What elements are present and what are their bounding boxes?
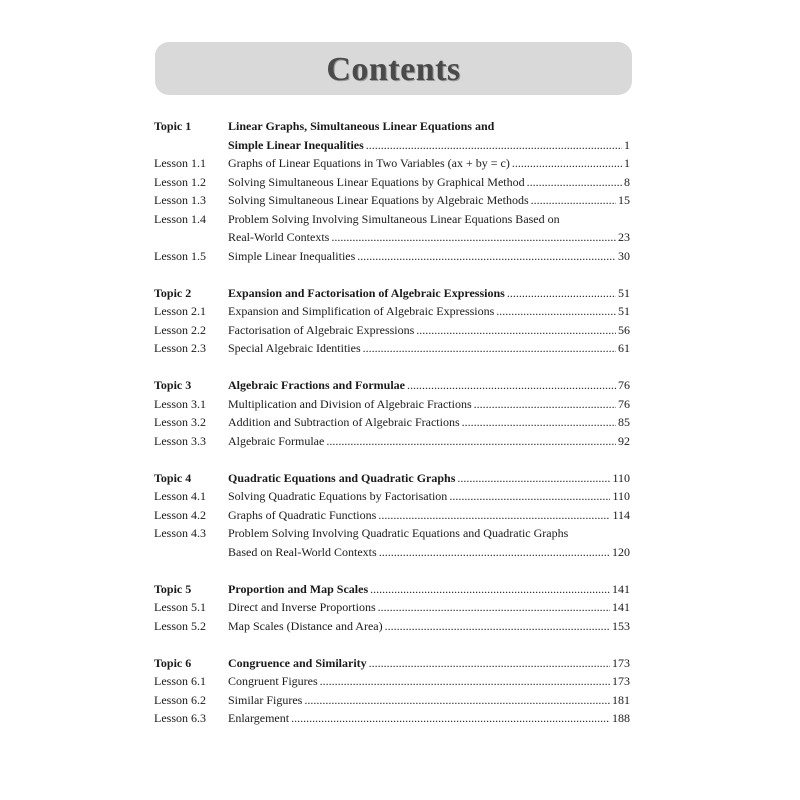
page-number: 173: [612, 655, 630, 670]
lesson-title: Enlargement: [228, 711, 290, 725]
topic-label: Topic 4: [154, 470, 192, 485]
lesson-6-3[interactable]: [154, 709, 630, 728]
topic-6-group: [154, 654, 630, 728]
topic-4-group: [154, 469, 630, 562]
topic-title: Linear Graphs, Simultaneous Linear Equations and: [228, 119, 495, 133]
page-number: 114: [612, 507, 630, 522]
page-number: 110: [612, 489, 630, 503]
lesson-4-1[interactable]: [154, 487, 630, 506]
lesson-label: Lesson 4.2: [154, 507, 206, 522]
lesson-3-1[interactable]: [154, 395, 630, 414]
dot-leader: [449, 487, 610, 506]
topic-label: Topic 6: [154, 655, 192, 670]
topic-title: Simple Linear Inequalities: [228, 137, 364, 152]
dot-leader: [527, 173, 622, 192]
lesson-title: Problem Solving Involving Quadratic Equations and Quadratic Graphs: [228, 526, 569, 540]
lesson-label: Lesson 1.3: [154, 193, 206, 207]
lesson-label: Lesson 2.2: [154, 322, 206, 337]
dot-leader: [462, 413, 616, 432]
dot-leader: [370, 580, 610, 599]
lesson-title: Map Scales (Distance and Area): [228, 618, 383, 633]
lesson-label: Lesson 5.2: [154, 618, 206, 633]
lesson-5-1[interactable]: [154, 598, 630, 617]
topic-3-heading[interactable]: [154, 376, 630, 395]
contents-header: [155, 42, 632, 95]
lesson-label: Lesson 3.3: [154, 433, 206, 448]
lesson-1-4-cont[interactable]: [154, 228, 630, 247]
lesson-label: Lesson 2.3: [154, 341, 206, 355]
page-number: 141: [612, 600, 630, 614]
topic-3-group: [154, 376, 630, 450]
lesson-label: Lesson 6.1: [154, 674, 206, 688]
page-number: 92: [618, 433, 630, 448]
page-number: 181: [612, 692, 630, 707]
page-number: 15: [618, 193, 630, 207]
topic-2-group: [154, 284, 630, 358]
dot-leader: [407, 376, 616, 395]
lesson-2-1[interactable]: [154, 302, 630, 321]
lesson-title: Algebraic Formulae: [228, 433, 325, 448]
page-number: 51: [618, 304, 630, 318]
dot-leader: [363, 339, 616, 358]
lesson-4-3-cont[interactable]: [154, 543, 630, 562]
lesson-title: Simple Linear Inequalities: [228, 248, 356, 263]
page-number: 61: [618, 341, 630, 355]
page-number: 188: [612, 711, 630, 725]
dot-leader: [369, 654, 610, 673]
lesson-title: Solving Simultaneous Linear Equations by Graphical Method: [228, 174, 525, 189]
topic-title: Quadratic Equations and Quadratic Graphs: [228, 470, 456, 485]
dot-leader: [320, 672, 610, 691]
dot-leader: [512, 154, 622, 173]
dot-leader: [357, 247, 616, 266]
dot-leader: [385, 617, 610, 636]
topic-5-heading[interactable]: [154, 580, 630, 599]
lesson-title: Addition and Subtraction of Algebraic Fractions: [228, 415, 460, 429]
dot-leader: [378, 506, 610, 525]
topic-1-group: [154, 117, 630, 265]
lesson-label: Lesson 6.2: [154, 692, 206, 707]
page-number: 153: [612, 618, 630, 633]
dot-leader: [531, 191, 616, 210]
lesson-title: Similar Figures: [228, 692, 303, 707]
page-title: Contents: [326, 51, 461, 88]
page-number: 1: [624, 156, 630, 170]
lesson-label: Lesson 6.3: [154, 711, 206, 725]
topic-5-group: [154, 580, 630, 636]
lesson-label: Lesson 1.4: [154, 211, 206, 226]
lesson-3-3[interactable]: [154, 432, 630, 451]
topic-label: Topic 1: [154, 119, 192, 133]
topic-title: Proportion and Map Scales: [228, 581, 369, 596]
page-number: 51: [618, 285, 630, 300]
dot-leader: [291, 709, 610, 728]
lesson-1-4[interactable]: [154, 210, 630, 229]
dot-leader: [331, 228, 616, 247]
dot-leader: [416, 321, 616, 340]
lesson-title: Solving Simultaneous Linear Equations by Algebraic Methods: [228, 193, 529, 207]
dot-leader: [379, 543, 610, 562]
page-number: 76: [618, 396, 630, 411]
lesson-title: Multiplication and Division of Algebraic Fractions: [228, 396, 472, 411]
lesson-4-2[interactable]: [154, 506, 630, 525]
lesson-label: Lesson 1.1: [154, 156, 206, 170]
dot-leader: [326, 432, 616, 451]
topic-title: Congruence and Similarity: [228, 655, 367, 670]
dot-leader: [366, 136, 622, 155]
lesson-2-2[interactable]: [154, 321, 630, 340]
lesson-label: Lesson 1.2: [154, 174, 206, 189]
lesson-2-3[interactable]: [154, 339, 630, 358]
dot-leader: [507, 284, 616, 303]
topic-title: Expansion and Factorisation of Algebraic Expressions: [228, 285, 505, 300]
lesson-title: Real-World Contexts: [228, 230, 330, 244]
dot-leader: [496, 302, 616, 321]
lesson-title: Congruent Figures: [228, 674, 318, 688]
topic-2-heading[interactable]: [154, 284, 630, 303]
dot-leader: [378, 598, 610, 617]
lesson-label: Lesson 3.2: [154, 415, 206, 429]
topic-1-heading[interactable]: [154, 117, 630, 136]
page-number: 173: [612, 674, 630, 688]
lesson-1-1[interactable]: [154, 154, 630, 173]
topic-title: Algebraic Fractions and Formulae: [228, 378, 405, 392]
lesson-1-2[interactable]: [154, 173, 630, 192]
lesson-title: Based on Real-World Contexts: [228, 544, 377, 559]
lesson-title: Solving Quadratic Equations by Factorisation: [228, 489, 448, 503]
topic-4-heading[interactable]: [154, 469, 630, 488]
lesson-6-2[interactable]: [154, 691, 630, 710]
lesson-3-2[interactable]: [154, 413, 630, 432]
lesson-label: Lesson 4.1: [154, 489, 206, 503]
table-of-contents: [154, 117, 630, 746]
lesson-label: Lesson 2.1: [154, 304, 206, 318]
lesson-label: Lesson 4.3: [154, 526, 206, 540]
lesson-5-2[interactable]: [154, 617, 630, 636]
lesson-1-5[interactable]: [154, 247, 630, 266]
page-number: 23: [618, 230, 630, 244]
lesson-label: Lesson 3.1: [154, 396, 206, 411]
lesson-6-1[interactable]: [154, 672, 630, 691]
page-number: 120: [612, 544, 630, 559]
lesson-label: Lesson 5.1: [154, 600, 206, 614]
lesson-title: Graphs of Linear Equations in Two Variables (ax + by = c): [228, 156, 510, 170]
page-number: 8: [624, 174, 630, 189]
page-number: 85: [618, 415, 630, 429]
page-number: 30: [618, 248, 630, 263]
dot-leader: [457, 469, 610, 488]
page-number: 1: [624, 137, 630, 152]
lesson-title: Expansion and Simplification of Algebraic Expressions: [228, 304, 495, 318]
lesson-title: Factorisation of Algebraic Expressions: [228, 322, 415, 337]
dot-leader: [474, 395, 616, 414]
lesson-title: Problem Solving Involving Simultaneous Linear Equations Based on: [228, 211, 560, 226]
page-number: 56: [618, 322, 630, 337]
lesson-label: Lesson 1.5: [154, 248, 206, 263]
page-number: 76: [618, 378, 630, 392]
lesson-title: Direct and Inverse Proportions: [228, 600, 376, 614]
topic-label: Topic 2: [154, 285, 192, 300]
page-number: 110: [612, 470, 630, 485]
topic-label: Topic 3: [154, 378, 192, 392]
lesson-title: Special Algebraic Identities: [228, 341, 361, 355]
topic-6-heading[interactable]: [154, 654, 630, 673]
dot-leader: [304, 691, 610, 710]
topic-label: Topic 5: [154, 581, 192, 596]
page-number: 141: [612, 581, 630, 596]
lesson-4-3[interactable]: [154, 524, 630, 543]
lesson-title: Graphs of Quadratic Functions: [228, 507, 377, 522]
topic-1-heading-cont[interactable]: [154, 136, 630, 155]
lesson-1-3[interactable]: [154, 191, 630, 210]
